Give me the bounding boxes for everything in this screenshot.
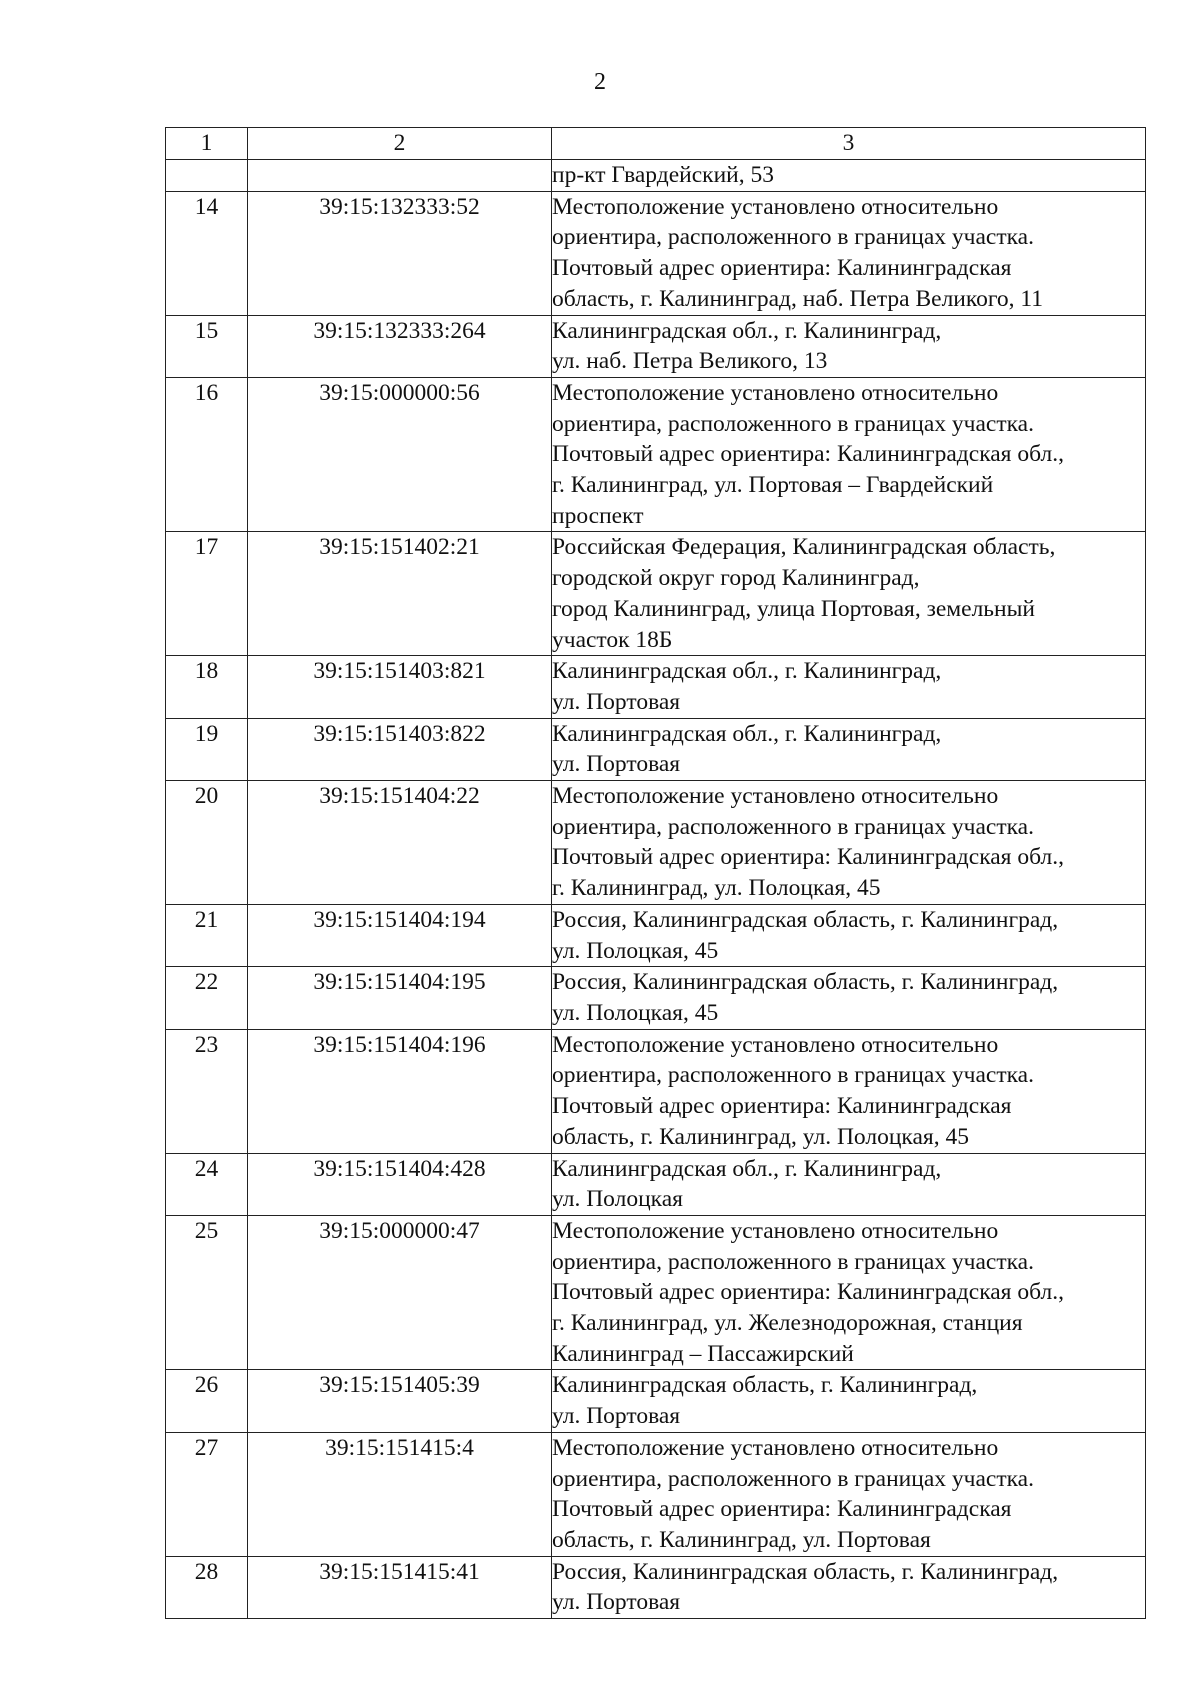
address-line: проспект	[552, 502, 644, 529]
address-cell	[552, 967, 1146, 1029]
row-number: 24	[166, 1153, 248, 1215]
table-row	[166, 781, 1146, 905]
address-line: г. Калининград, ул. Портовая – Гвардейский	[552, 472, 994, 499]
table-row	[166, 904, 1146, 966]
address-line: Калининградская обл., г. Калининград,	[552, 658, 942, 685]
address-line: Местоположение установлено относительно	[552, 783, 999, 810]
address-line: ул. Портовая	[552, 1403, 681, 1430]
row-number: 27	[166, 1432, 248, 1556]
address-line: г. Калининград, ул. Полоцкая, 45	[552, 875, 881, 902]
table-row	[166, 1370, 1146, 1432]
address-line: Россия, Калининградская область, г. Калининград,	[552, 969, 1059, 996]
address-line: Местоположение установлено относительно	[552, 193, 999, 220]
table-row	[166, 1556, 1146, 1618]
address-line: г. Калининград, ул. Железнодорожная, станция	[552, 1310, 1023, 1337]
address-line: ул. Портовая	[552, 688, 681, 715]
address-cell	[552, 1556, 1146, 1618]
table-row	[166, 1029, 1146, 1153]
table-row	[166, 532, 1146, 656]
table-body	[166, 160, 1146, 1619]
address-line: ул. Полоцкая, 45	[552, 937, 719, 964]
cadastral-number: 39:15:151402:21	[248, 532, 552, 656]
table-row	[166, 377, 1146, 532]
cadastral-number	[248, 160, 552, 192]
address-line: ориентира, расположенного в границах участка.	[552, 410, 1034, 437]
address-line: ориентира, расположенного в границах участка.	[552, 1465, 1034, 1492]
row-number: 17	[166, 532, 248, 656]
row-number: 20	[166, 781, 248, 905]
table-row	[166, 656, 1146, 718]
cadastral-number: 39:15:151404:22	[248, 781, 552, 905]
continuation-row	[166, 160, 1146, 192]
address-line: ориентира, расположенного в границах участка.	[552, 1062, 1034, 1089]
table-row	[166, 718, 1146, 780]
cadastral-number: 39:15:151415:41	[248, 1556, 552, 1618]
table-row	[166, 1432, 1146, 1556]
page-number: 2	[594, 69, 606, 95]
row-number: 14	[166, 191, 248, 315]
address-line: Россия, Калининградская область, г. Калининград,	[552, 1558, 1059, 1585]
cadastral-number: 39:15:000000:56	[248, 377, 552, 532]
row-number: 25	[166, 1215, 248, 1370]
address-line: ориентира, расположенного в границах участка.	[552, 813, 1034, 840]
address-cell	[552, 718, 1146, 780]
address-line: Калининградская обл., г. Калининград,	[552, 720, 942, 747]
address-line: область, г. Калининград, ул. Портовая	[552, 1526, 931, 1553]
address-line: Местоположение установлено относительно	[552, 1031, 999, 1058]
row-number: 18	[166, 656, 248, 718]
address-line: Почтовый адрес ориентира: Калининградская обл.,	[552, 441, 1064, 468]
cadastral-number: 39:15:151404:428	[248, 1153, 552, 1215]
address-line: Местоположение установлено относительно	[552, 379, 999, 406]
address-line: ориентира, расположенного в границах участка.	[552, 1248, 1034, 1275]
address-cell	[552, 191, 1146, 315]
address-line: Калининградская обл., г. Калининград,	[552, 317, 942, 344]
row-number: 28	[166, 1556, 248, 1618]
cadastral-number: 39:15:151404:194	[248, 904, 552, 966]
address-cell	[552, 377, 1146, 532]
table-header-row	[166, 128, 1146, 160]
row-number: 16	[166, 377, 248, 532]
row-number: 19	[166, 718, 248, 780]
row-number: 23	[166, 1029, 248, 1153]
address-cell	[552, 532, 1146, 656]
address-cell	[552, 160, 1146, 192]
address-line: Почтовый адрес ориентира: Калининградская	[552, 1496, 1012, 1523]
row-number: 21	[166, 904, 248, 966]
address-cell	[552, 1432, 1146, 1556]
address-cell	[552, 315, 1146, 377]
column-header-1: 1	[166, 128, 248, 160]
address-line: область, г. Калининград, ул. Полоцкая, 45	[552, 1123, 969, 1150]
address-line: Почтовый адрес ориентира: Калининградская	[552, 255, 1012, 282]
address-cell	[552, 656, 1146, 718]
address-line: Российская Федерация, Калининградская область,	[552, 534, 1056, 561]
cadastral-number: 39:15:151405:39	[248, 1370, 552, 1432]
address-line: Местоположение установлено относительно	[552, 1217, 999, 1244]
cadastral-number: 39:15:151404:195	[248, 967, 552, 1029]
table-row	[166, 967, 1146, 1029]
address-cell	[552, 1029, 1146, 1153]
cadastral-number: 39:15:132333:264	[248, 315, 552, 377]
cadastral-number: 39:15:151403:822	[248, 718, 552, 780]
column-header-3: 3	[552, 128, 1146, 160]
address-line: городской округ город Калининград,	[552, 565, 920, 592]
address-line: ул. Полоцкая, 45	[552, 999, 719, 1026]
cadastral-number: 39:15:151415:4	[248, 1432, 552, 1556]
address-line: Калининградская область, г. Калининград,	[552, 1372, 978, 1399]
address-line: Почтовый адрес ориентира: Калининградская обл.,	[552, 844, 1064, 871]
cadastral-number: 39:15:151404:196	[248, 1029, 552, 1153]
table-row	[166, 315, 1146, 377]
address-line: Калининградская обл., г. Калининград,	[552, 1155, 942, 1182]
address-line: ул. Портовая	[552, 1589, 681, 1616]
table-row	[166, 1153, 1146, 1215]
table-row	[166, 1215, 1146, 1370]
address-line: город Калининград, улица Портовая, земельный	[552, 595, 1035, 622]
address-cell	[552, 781, 1146, 905]
address-line: Почтовый адрес ориентира: Калининградская обл.,	[552, 1279, 1064, 1306]
address-cell	[552, 904, 1146, 966]
address-line: Калининград – Пассажирский	[552, 1340, 854, 1367]
address-line: пр-кт Гвардейский, 53	[552, 162, 774, 188]
address-cell	[552, 1215, 1146, 1370]
address-line: участок 18Б	[552, 626, 673, 653]
address-cell	[552, 1370, 1146, 1432]
address-line: Почтовый адрес ориентира: Калининградская	[552, 1093, 1012, 1120]
cadastral-number: 39:15:151403:821	[248, 656, 552, 718]
address-line: область, г. Калининград, наб. Петра Великого, 11	[552, 285, 1044, 312]
address-line: Местоположение установлено относительно	[552, 1434, 999, 1461]
row-number: 26	[166, 1370, 248, 1432]
address-line: ул. Полоцкая	[552, 1186, 683, 1213]
address-line: ориентира, расположенного в границах участка.	[552, 224, 1034, 251]
cadastral-registry-table	[165, 127, 1146, 1619]
address-line: Россия, Калининградская область, г. Калининград,	[552, 906, 1059, 933]
cadastral-number: 39:15:000000:47	[248, 1215, 552, 1370]
row-number: 15	[166, 315, 248, 377]
cadastral-number: 39:15:132333:52	[248, 191, 552, 315]
column-header-2: 2	[248, 128, 552, 160]
row-number	[166, 160, 248, 192]
address-line: ул. наб. Петра Великого, 13	[552, 348, 828, 375]
table-row	[166, 191, 1146, 315]
address-cell	[552, 1153, 1146, 1215]
row-number: 22	[166, 967, 248, 1029]
address-line: ул. Портовая	[552, 751, 681, 778]
